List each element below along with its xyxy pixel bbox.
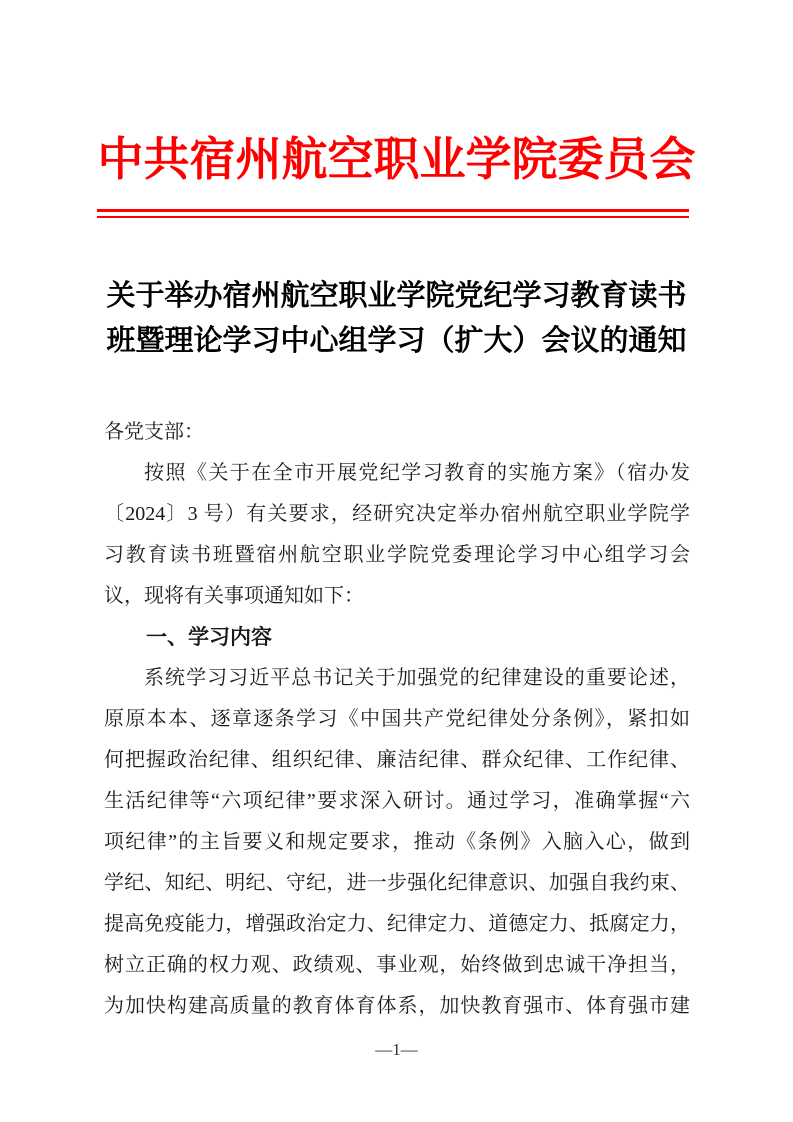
salutation: 各党支部： (104, 421, 204, 443)
document-title-line-2: 班暨理论学习中心组学习（扩大）会议的通知 (106, 325, 687, 357)
body-line: 项纪律”的主旨要义和规定要求，推动《条例》入脑入心，做到 (104, 831, 690, 853)
section-heading: 一、学习内容 (146, 626, 272, 649)
body-line: 为加快构建高质量的教育体育体系，加快教育强市、体育强市建 (104, 995, 690, 1017)
body-line: 树立正确的权力观、政绩观、事业观，始终做到忠诚干净担当， (104, 954, 690, 976)
body-line: 生活纪律等“六项纪律”要求深入研讨。通过学习，准确掌握“六 (104, 790, 690, 812)
letterhead-rule-thick (97, 209, 689, 212)
document-title (97, 274, 696, 364)
document-body (104, 412, 690, 1027)
page-number: —1— (375, 1040, 418, 1059)
body-line: 按照《关于在全市开展党纪学习教育的实施方案》（宿办发 (144, 462, 690, 484)
body-line: 习教育读书班暨宿州航空职业学院党委理论学习中心组学习会 (104, 544, 690, 566)
letterhead-rule-thin (97, 216, 689, 218)
body-line: 系统学习习近平总书记关于加强党的纪律建设的重要论述， (144, 667, 690, 689)
document-title-line-1: 关于举办宿州航空职业学院党纪学习教育读书 (106, 280, 687, 312)
body-line: 〔2024〕3 号）有关要求，经研究决定举办宿州航空职业学院学 (104, 503, 690, 525)
body-line: 原原本本、逐章逐条学习《中国共产党纪律处分条例》，紧扣如 (104, 708, 690, 730)
page-footer (0, 1038, 793, 1062)
body-line: 议，现将有关事项通知如下： (104, 585, 364, 607)
letterhead-org-name: 中共宿州航空职业学院委员会 (97, 134, 696, 185)
body-line: 何把握政治纪律、组织纪律、廉洁纪律、群众纪律、工作纪律、 (104, 749, 690, 771)
body-line: 提高免疫能力，增强政治定力、纪律定力、道德定力、抵腐定力， (104, 913, 690, 935)
body-line: 学纪、知纪、明纪、守纪，进一步强化纪律意识、加强自我约束、 (104, 872, 690, 894)
